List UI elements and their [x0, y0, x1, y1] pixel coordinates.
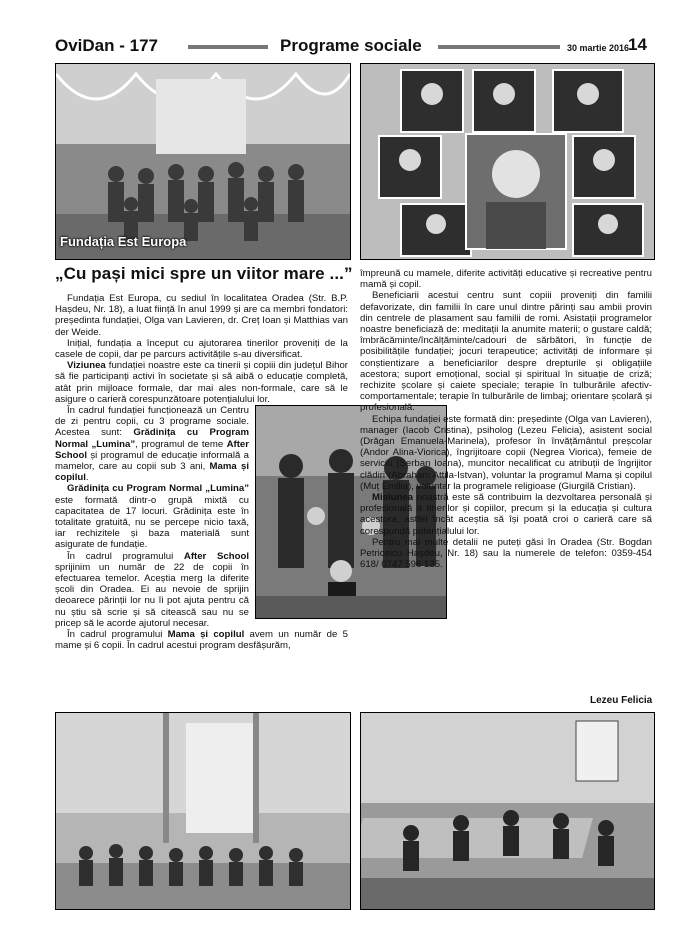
paragraph: Fundația Est Europa, cu sediul în localitatea Oradea (Str. B.P. Hașdeu, Nr. 18), a luat ființă în anul 1999 și are ca membri fondatori: președinta fundației, Olga van Lavieren, dr. Creț Ioan și Matthias van der Weide.	[55, 293, 348, 338]
article-column-right	[360, 268, 652, 570]
photo-group-children	[55, 63, 351, 260]
paragraph: Beneficiarii acestui centru sunt copiii proveniți din familii defavorizate, din familii în care unul dintre părinți sau ambii provin din centrele de plasament sau familii de romi. Asistații programelor noastre beneficiază de: meditații la anumite materii; o gustare caldă; îmbrăcăminte/încălțăminte/cadouri de sărbători, în funcție de posibilitățile fundației; jocuri terapeutice; activități de informare și conștientizare a beneficiarilor despre drepturile și obligațiile acestora; suport emoțional, social și spiritual în situație de criză; rechizite școlare și caiete speciale; terapie în tulburările afectiv-comportamentale; terapie în tulburările de limbaj; orientare școlară și profesională.	[360, 290, 652, 414]
paragraph	[360, 492, 652, 537]
article-title: „Cu pași mici spre un viitor mare ...”	[55, 264, 353, 283]
paragraph-text: și programul de educație informală a mamelor, care au copii sub 3 ani,	[55, 449, 249, 473]
program-after-school: After School	[183, 550, 249, 562]
program-mother-child: Mama și copilul	[167, 629, 245, 641]
program-kindergarten: Grădinița cu Program Normal „Lumina”	[55, 427, 250, 450]
header-rule-left	[188, 45, 268, 49]
paragraph-text: În cadrul programului	[67, 550, 184, 562]
program-kindergarten: Grădinița cu Program Normal „Lumina”	[67, 483, 249, 495]
section-title: Programe sociale	[280, 36, 422, 55]
header-rule-right	[438, 45, 560, 49]
program-after-school: After School	[55, 438, 249, 461]
keyword-mission: Misiunea	[372, 492, 414, 504]
paragraph-text: fundației noastre este ca tinerii și copiii din județul Bihor să fie participanți activi în societate și să aibă o educație completă, atât prin mijloace formale, dar mai ales non-formale, care să le asigure o carieră corespunzătoare potențialului lor.	[55, 360, 348, 405]
paragraph-text: este formată dintr-o grupă mixtă cu capacitatea de 17 locuri. Grădinița este în totalitate gratuită, nu se percepe nicio taxă, iar rechizitele și baza materială sunt asigurate de fundație.	[55, 494, 249, 551]
issue-date: 30 martie 2016	[567, 43, 630, 53]
paragraph-text: În cadrul programului	[67, 629, 168, 641]
paragraph-text: În cadrul fundației funcționează un Centru de zi pentru copii, cu 3 programe sociale. Acestea sunt:	[55, 405, 249, 439]
photo-staff-collage	[360, 63, 655, 260]
photo-caption: Fundația Est Europa	[60, 234, 187, 249]
paragraph-text: noastră este să contribuim la dezvoltarea personală și profesională a tinerilor și copiilor, precum și la educația și cultura acestora, astfel încât aceștia să își poată croi o carieră care să corespundă potențialului lor.	[360, 492, 652, 537]
publication-issue: OviDan - 177	[55, 36, 158, 55]
keyword-vision: Viziunea	[67, 360, 106, 372]
paragraph-text: sprijinim un număr de 22 de copii în efectuarea temelor. Aceștia merg la diferite școli din Oradea. Ei au nevoie de sprijin deoarece părinții lor nu îi pot ajuta pentru că nu știu să scrie și să citească sau nu se pricep să le acorde ajutorul necesar.	[55, 561, 249, 629]
paragraph	[55, 360, 348, 405]
paragraph-text: avem un număr de 5 mame și 6 copii. În cadrul acestui program desfășurăm,	[55, 629, 348, 652]
paragraph: împreună cu mamele, diferite activități educative și recreative pentru mamă și copil.	[360, 268, 652, 291]
paragraph-text: , programul de teme	[135, 438, 227, 450]
paragraph-text: .	[85, 472, 89, 484]
paragraph: Echipa fundației este formată din: președinte (Olga van Lavieren), manager (Iacob Cristina), psiholog (Lezeu Felicia), asistent social (Drăgan Emanuela-Marinela), profesor în învățământul preșcolar (Andor Alina-Viorica), îngrijitoare copii (Negrea Viorica), femeie de serviciu (Șerban Ioana), muncitor necalificat cu atribuții de îngrijitor clădiri (Abraham Attila-Istvan), voluntar la programul Mama și copilul (Muț Emilia), voluntar la programele religioase (Giurgilă Cristian).	[360, 413, 652, 492]
paragraph: Pentru mai multe detalii ne puteți găsi în Oradea (Str. Bogdan Petriceicu Hașdeu, Nr. 18) sau la numerele de telefon: 0359-454 618/ 0747 596 125.	[360, 536, 652, 571]
photo-after-school-class	[360, 712, 655, 910]
program-mother-child: Mama și copilul	[55, 461, 249, 484]
paragraph: Inițial, fundația a început cu ajutorarea tinerilor proveniți de la casele de copii, dar pe parcurs activitățile s-au diversificat.	[55, 337, 348, 361]
photo-kindergarten-class	[55, 712, 351, 910]
paragraph	[55, 629, 348, 651]
article-author: Lezeu Felicia	[590, 695, 653, 706]
page-number: 14	[628, 35, 647, 54]
article-column-left	[55, 293, 348, 652]
